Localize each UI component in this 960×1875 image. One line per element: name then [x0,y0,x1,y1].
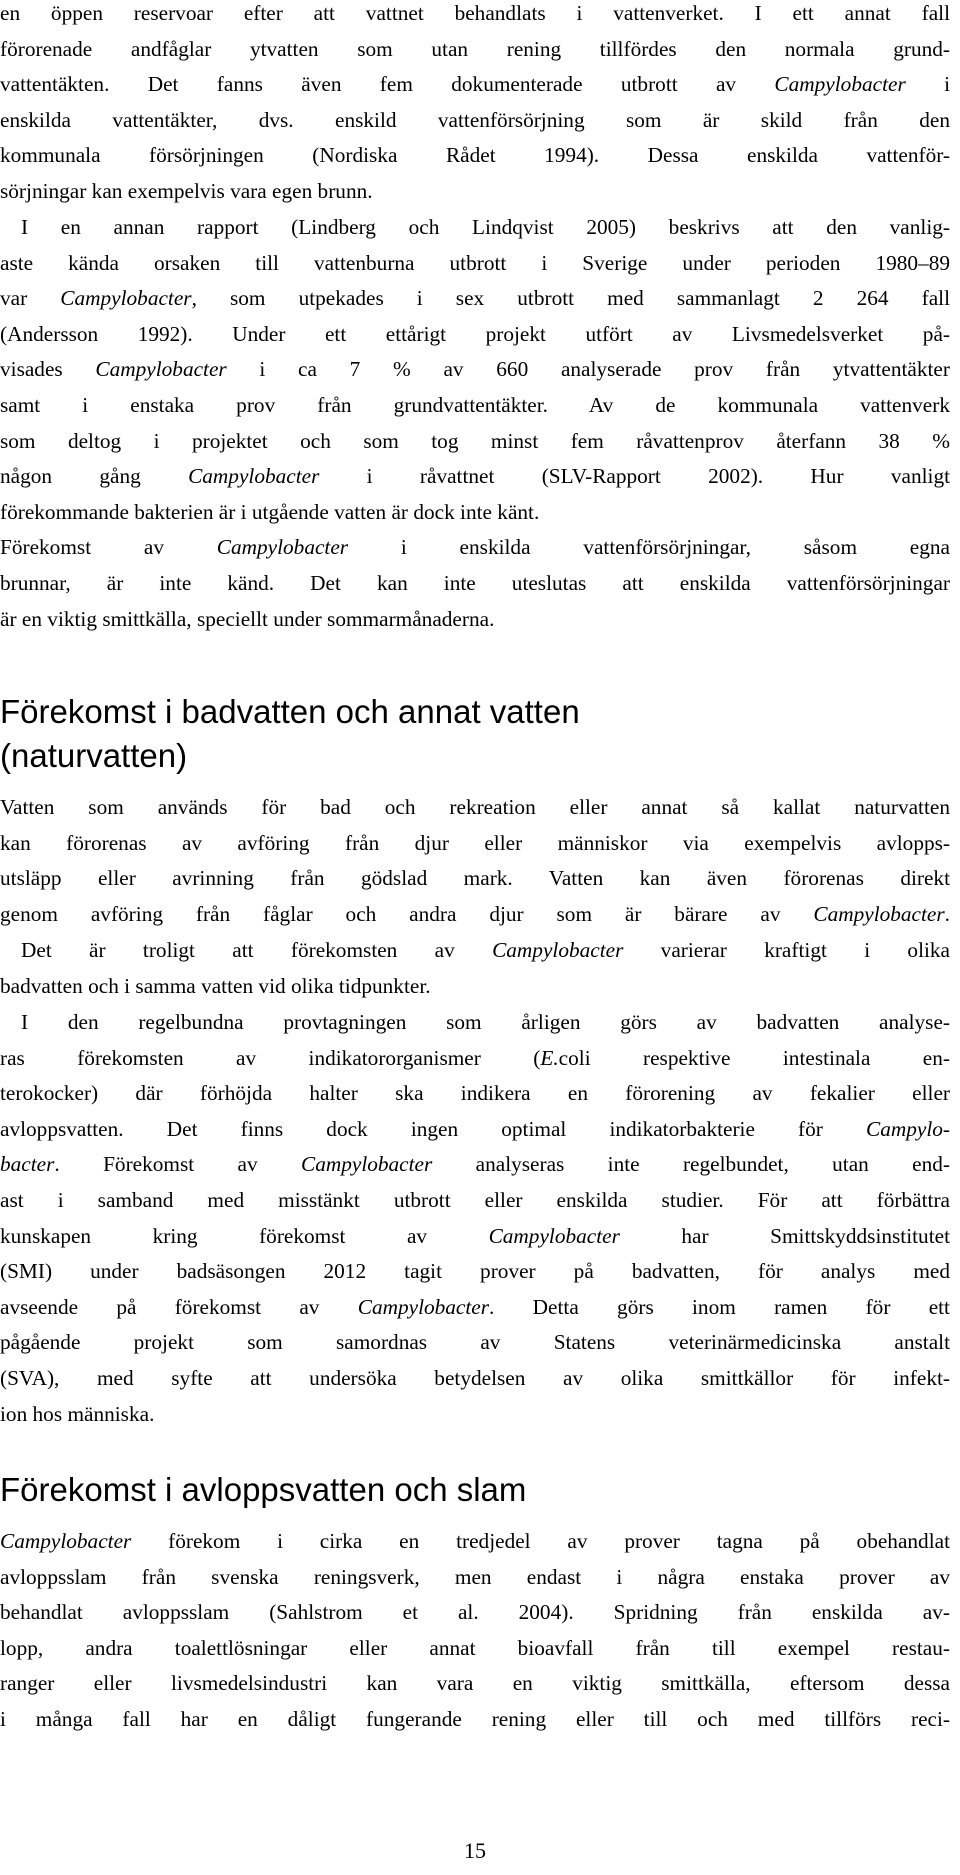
text-line: genom avföring från fåglar och andra djur som är bärare av Campylobacter. [0,901,950,926]
heading-line: Förekomst i avloppsvatten och slam [0,1471,527,1508]
text-line: kunskapen kring förekomst av Campylobacter har Smittskyddsinstitutet [0,1223,950,1248]
paragraph-6 [0,1524,950,1738]
text-line: kommunala försörjningen (Nordiska Rådet 1994). Dessa enskilda vattenför- [0,143,950,168]
text-line: ranger eller livsmedelsindustri kan vara en viktig smittkälla, eftersom dessa [0,1671,950,1696]
text-line: en öppen reservoar efter att vattnet behandlats i vattenverket. I ett annat fall [0,1,950,25]
text-line: pågående projekt som samordnas av Statens veterinärmedicinska anstalt [0,1330,950,1355]
text-line: någon gång Campylobacter i råvattnet (SLV-Rapport 2002). Hur vanligt [0,464,951,489]
text-line: (SMI) under badsäsongen 2012 tagit prover på badvatten, för analys med [0,1259,950,1284]
text-line: behandlat avloppsslam (Sahlstrom et al. 2004). Spridning från enskilda av- [0,1600,950,1625]
text-line: förorenade andfåglar ytvatten som utan rening tillfördes den normala grund- [0,36,950,61]
text-line: I den regelbundna provtagningen som årligen görs av badvatten analyse- [21,1010,950,1034]
text-line: avloppsslam från svenska reningsverk, men endast i några enstaka prover av [0,1564,950,1589]
text-line: enskilda vattentäkter, dvs. enskild vattenförsörjning som är skild från den [0,107,950,132]
text-line: avseende på förekomst av Campylobacter. Detta görs inom ramen för ett [0,1294,950,1319]
text-line: vattentäkten. Det fanns även fem dokumenterade utbrott av Campylobacter i [0,72,950,97]
paragraph-3 [0,790,950,932]
text-line: lopp, andra toalettlösningar eller annat bioavfall från till exempel restau- [0,1635,950,1660]
text-line: kan förorenas av avföring från djur eller människor via exempelvis avlopps- [0,830,950,855]
text-line: aste kända orsaken till vattenburna utbrott i Sverige under perioden 1980–89 [0,250,950,275]
text-line: terokocker) där förhöjda halter ska indikera en förorening av fekalier eller [0,1081,950,1106]
text-line: bacter. Förekomst av Campylobacter analyseras inte regelbundet, utan end- [0,1152,950,1177]
section-heading [0,1468,526,1512]
text-line: Campylobacter förekom i cirka en tredjedel av prover tagna på obehandlat [0,1529,950,1553]
text-line: visades Campylobacter i ca 7 % av 660 analyserade prov från ytvattentäkter [0,357,950,382]
text-line: var Campylobacter, som utpekades i sex utbrott med sammanlagt 2 264 fall [0,286,950,311]
text-line: sörjningar kan exempelvis vara egen brunn. [0,178,373,203]
heading-line: Förekomst i badvatten och annat vatten [0,693,580,730]
text-line: samt i enstaka prov från grundvattentäkter. Av de kommunala vattenverk [0,392,950,417]
text-line: (SVA), med syfte att undersöka betydelsen av olika smittkällor för infekt- [0,1365,950,1390]
heading-line: (naturvatten) [0,737,188,774]
text-line: I en annan rapport (Lindberg och Lindqvist 2005) beskrivs att den vanlig- [21,215,950,239]
text-line: förekommande bakterien är i utgående vatten är dock inte känt. [0,499,540,524]
text-line: Vatten som används för bad och rekreation eller annat så kallat naturvatten [0,795,950,819]
text-line: utsläpp eller avrinning från gödslad mark. Vatten kan även förorenas direkt [0,866,950,891]
paragraph-1 [0,0,950,210]
text-line: Det är troligt att förekomsten av Campylobacter varierar kraftigt i olika [21,938,950,962]
text-line: i många fall har en dåligt fungerande rening eller till och med tillförs reci- [0,1706,950,1731]
text-line: ast i samband med misstänkt utbrott eller enskilda studier. För att förbättra [0,1187,950,1212]
text-line: ras förekomsten av indikatororganismer (E.coli respektive intestinala en- [0,1045,950,1070]
text-line: (Andersson 1992). Under ett ettårigt projekt utfört av Livsmedelsverket på- [0,321,950,346]
text-line: som deltog i projektet och som tog minst fem råvattenprov återfann 38 % [0,428,950,453]
text-line: är en viktig smittkälla, speciellt under sommarmånaderna. [0,606,495,631]
section-heading [0,690,580,778]
paragraph-4 [0,933,950,1004]
page-number: 15 [464,1838,486,1863]
text-line: brunnar, är inte känd. Det kan inte uteslutas att enskilda vattenförsörjningar [0,570,950,595]
text-line: avloppsvatten. Det finns dock ingen optimal indikatorbakterie för Campylo- [0,1116,950,1141]
paragraph-5 [0,1005,950,1432]
text-line: badvatten och i samma vatten vid olika tidpunkter. [0,973,431,998]
paragraph-2 [0,210,950,637]
text-line: ion hos människa. [0,1401,155,1426]
text-line: Förekomst av Campylobacter i enskilda vattenförsörjningar, såsom egna [0,535,950,560]
